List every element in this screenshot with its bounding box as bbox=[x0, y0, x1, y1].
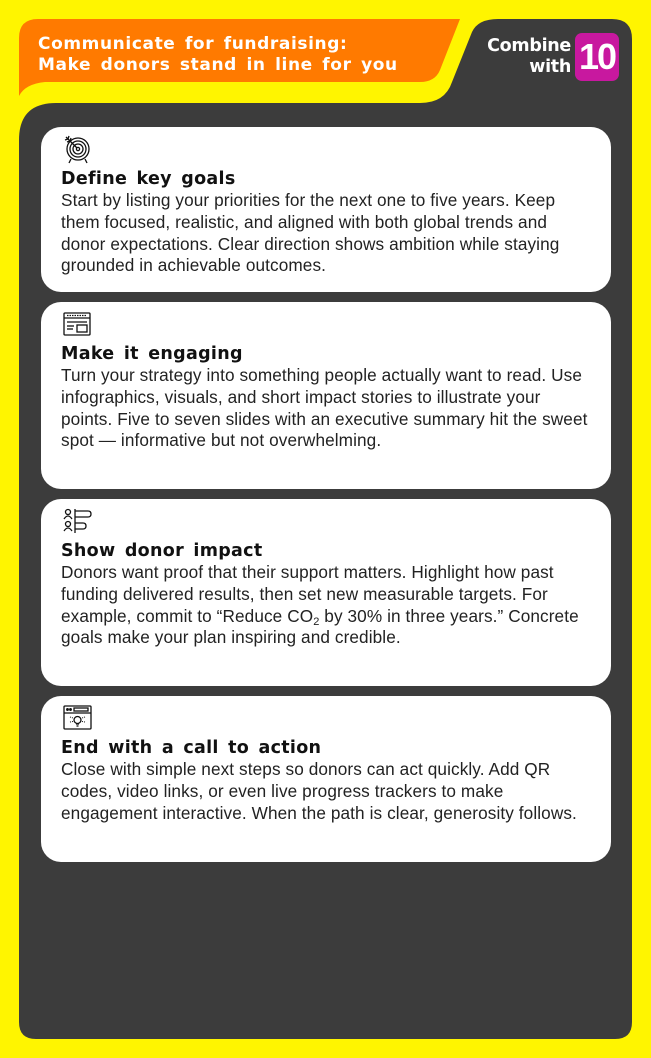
card-body: Start by listing your priorities for the next one to five years. Keep them focused, realistic, and aligned with both global trends and donor expectations. Clear direction shows ambition while staying grounded in achievable outcomes. bbox=[61, 190, 560, 276]
combine-with-label bbox=[487, 36, 571, 78]
card-define-key-goals bbox=[41, 127, 611, 292]
people-chart-icon bbox=[61, 506, 93, 536]
card-title: End with a call to action bbox=[61, 738, 322, 758]
card-body bbox=[61, 562, 591, 649]
subscript: 2 bbox=[313, 615, 320, 628]
card-title: Define key goals bbox=[61, 169, 236, 189]
card-body: Close with simple next steps so donors can act quickly. Add QR codes, video links, or even live progress trackers to make engagement interactive. When the path is clear, generosity follows. bbox=[61, 759, 577, 823]
browser-layout-icon bbox=[61, 309, 93, 339]
with-text: with bbox=[529, 57, 571, 77]
target-icon bbox=[61, 134, 93, 164]
page-title bbox=[38, 34, 398, 76]
card-body-text: Donors want proof that their support matters. Highlight how past funding delivered results, then set new measurable targets. For example, commit to “Reduce CO bbox=[61, 562, 554, 626]
card-body-text: by 30% in three years.” Concrete goals make your plan inspiring and credible. bbox=[61, 605, 579, 648]
card-make-it-engaging bbox=[41, 302, 611, 489]
card-body: Turn your strategy into something people actually want to read. Use infographics, visuals, and short impact stories to illustrate your points. Five to seven slides with an executive summary hit the sweet spot — informative but not overwhelming. bbox=[61, 365, 588, 451]
browser-lightbulb-icon bbox=[61, 703, 93, 733]
card-call-to-action bbox=[41, 696, 611, 862]
title-line-1: Communicate for fundraising: bbox=[38, 34, 348, 54]
combine-text: Combine bbox=[487, 36, 571, 56]
card-show-donor-impact bbox=[41, 499, 611, 686]
combine-number-badge: 10 bbox=[575, 33, 619, 81]
card-title: Make it engaging bbox=[61, 344, 243, 364]
card-title: Show donor impact bbox=[61, 541, 263, 561]
title-line-2: Make donors stand in line for you bbox=[38, 55, 398, 75]
